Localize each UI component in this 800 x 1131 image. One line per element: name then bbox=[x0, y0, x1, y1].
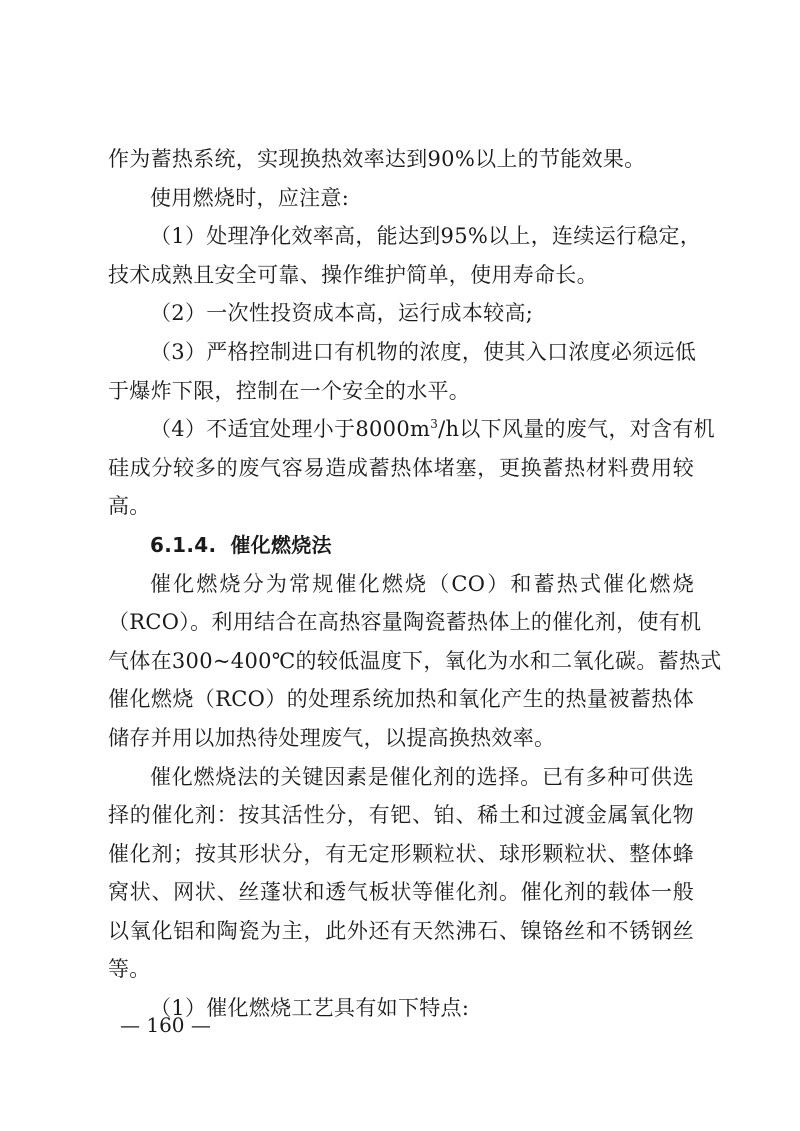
page-number: — 160 — bbox=[120, 1013, 211, 1037]
paragraph-line: 催化燃烧（RCO）的处理系统加热和氧化产生的热量被蓄热体 bbox=[108, 687, 694, 712]
list-item-line: （2）一次性投资成本高，运行成本较高; bbox=[150, 301, 534, 326]
section-title: 催化燃烧法 bbox=[230, 532, 332, 557]
list-item-line: 硅成分较多的废气容易造成蓄热体堵塞，更换蓄热材料费用较 bbox=[108, 455, 694, 480]
superscript: 3 bbox=[430, 417, 439, 432]
text-fragment: /h以下风量的废气，对含有机 bbox=[438, 417, 715, 442]
text-fragment: （4）不适宜处理小于8000m bbox=[150, 417, 431, 442]
paragraph-line: 以氧化铝和陶瓷为主，此外还有天然沸石、镍铬丝和不锈钢丝 bbox=[108, 918, 694, 943]
paragraph-line: 储存并用以加热待处理废气，以提高换热效率。 bbox=[108, 725, 556, 750]
list-item-line bbox=[108, 410, 715, 449]
paragraph-line: 催化燃烧法的关键因素是催化剂的选择。已有多种可供选 bbox=[150, 764, 694, 789]
list-item-line: （3）严格控制进口有机物的浓度，使其入口浓度必须远低 bbox=[150, 339, 697, 364]
paragraph-line: 窝状、网状、丝蓬状和透气板状等催化剂。催化剂的载体一般 bbox=[108, 880, 694, 905]
list-item-line: 于爆炸下限，控制在一个安全的水平。 bbox=[108, 378, 471, 403]
paragraph-line: 作为蓄热系统，实现换热效率达到90%以上的节能效果。 bbox=[108, 147, 646, 171]
paragraph-line: 催化燃烧分为常规催化燃烧（CO）和蓄热式催化燃烧 bbox=[150, 571, 694, 596]
list-item-line: 高。 bbox=[108, 494, 151, 519]
section-number: 6.1.4. bbox=[150, 532, 217, 557]
paragraph-line: （RCO）。利用结合在高热容量陶瓷蓄热体上的催化剂，使有机 bbox=[108, 610, 702, 635]
paragraph-line: 等。 bbox=[108, 957, 151, 982]
paragraph-line: 择的催化剂：按其活性分，有钯、铂、稀土和过渡金属氧化物 bbox=[108, 803, 694, 828]
list-item-line: 技术成熟且安全可靠、操作维护简单，使用寿命长。 bbox=[108, 262, 598, 287]
list-item-line: （1）处理净化效率高，能达到95%以上，连续运行稳定， bbox=[150, 224, 702, 249]
paragraph-line: 使用燃烧时，应注意: bbox=[150, 185, 350, 210]
body-text bbox=[108, 140, 722, 1028]
section-heading bbox=[108, 526, 694, 565]
list-item-line: （1）催化燃烧工艺具有如下特点: bbox=[150, 996, 470, 1021]
paragraph-line: 气体在300~400℃的较低温度下，氧化为水和二氧化碳。蓄热式 bbox=[108, 648, 722, 673]
paragraph-line: 催化剂；按其形状分，有无定形颗粒状、球形颗粒状、整体蜂 bbox=[108, 841, 694, 866]
